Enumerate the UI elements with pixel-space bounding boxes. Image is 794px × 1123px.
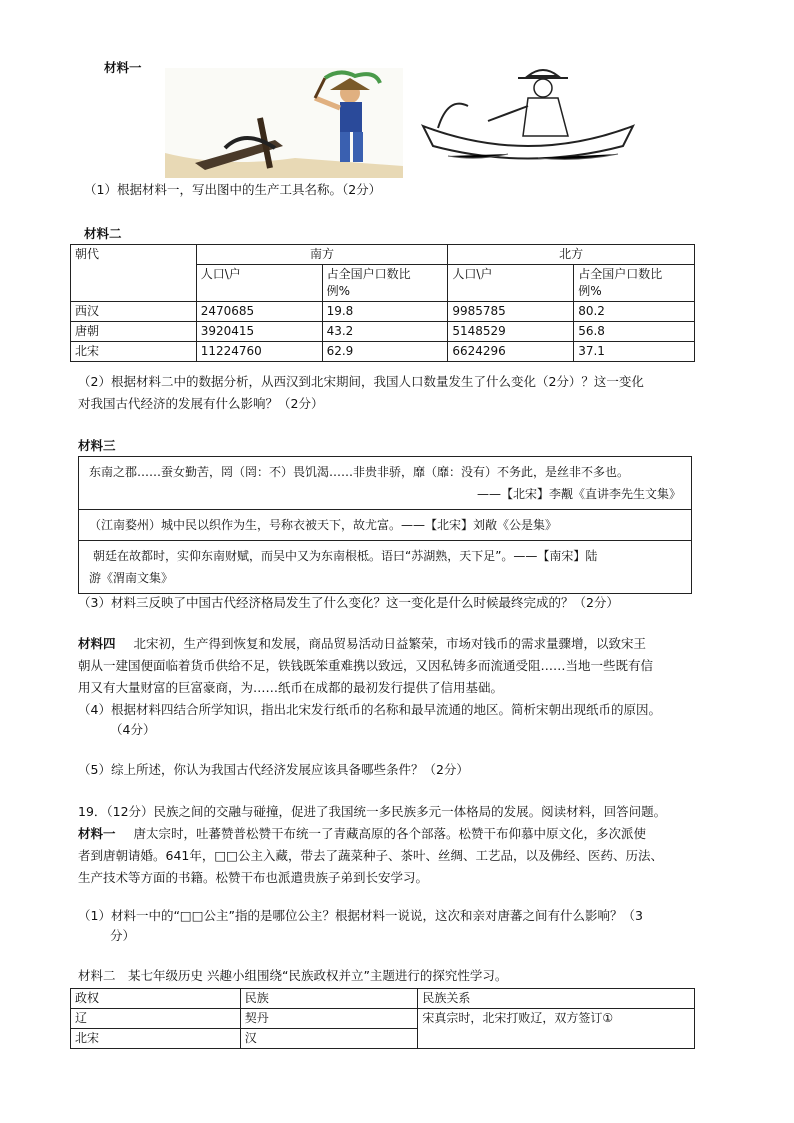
quote-3-line1: 朝廷在故都时，实仰东南财赋，而吴中又为东南根柢。语曰“苏湖熟，天下足”。——【南宋】陆 [93, 549, 598, 563]
material4-text1: 北宋初，生产得到恢复和发展，商品贸易活动日益繁荣，市场对钱币的需求量骤增，以致宋王 [133, 636, 647, 651]
header-dynasty: 朝代 [71, 245, 197, 302]
row-north-pop: 5148529 [448, 322, 574, 342]
row-regime: 北宋 [71, 1029, 241, 1049]
quote-3 [79, 541, 691, 593]
row-ethnic: 契丹 [240, 1009, 418, 1029]
row-north-ratio: 80.2 [574, 302, 695, 322]
header-north-ratio: 占全国户口数比 例% [574, 265, 695, 302]
material2-label: 材料二 [84, 226, 122, 241]
row-dynasty: 唐朝 [71, 322, 197, 342]
row-dynasty: 北宋 [71, 342, 197, 362]
material4-line1 [78, 634, 646, 654]
header-north: 北方 [448, 245, 695, 265]
row-north-pop: 9985785 [448, 302, 574, 322]
working-man-illustration [418, 66, 640, 166]
row-regime: 辽 [71, 1009, 241, 1029]
q19-question1-line2: 分） [110, 928, 136, 943]
material4-question-line2: （4分） [110, 722, 156, 737]
q19-material1-label: 材料一 [78, 826, 116, 841]
q19-question1-line1: （1）材料一中的“□□公主”指的是哪位公主？根据材料一说说，这次和亲对唐蕃之间有什么影响？（3 [78, 908, 643, 923]
row-north-pop: 6624296 [448, 342, 574, 362]
material1-question: （1）根据材料一，写出图中的生产工具名称。（2分） [84, 182, 382, 197]
header-ethnic: 民族 [240, 989, 418, 1009]
quote-2: （江南婺州）城中民以织作为生，号称衣被天下，故尤富。——【北宋】刘敞《公是集》 [79, 510, 691, 541]
material1-label: 材料一 [104, 60, 142, 75]
row-ethnic: 汉 [240, 1029, 418, 1049]
material4-label: 材料四 [78, 636, 116, 651]
header-relation: 民族关系 [418, 989, 695, 1009]
table-row [71, 342, 695, 362]
regime-table [70, 988, 695, 1049]
row-south-pop: 2470685 [196, 302, 322, 322]
row-south-pop: 11224760 [196, 342, 322, 362]
header-south-pop: 人口\户 [196, 265, 322, 302]
q19-material1-line1 [78, 824, 646, 844]
material3-quotes-box [78, 456, 692, 594]
quote-1-source: ——【北宋】李觏《直讲李先生文集》 [476, 487, 681, 501]
table-row [71, 302, 695, 322]
q19-material1-line3: 生产技术等方面的书籍。松赞干布也派遣贵族子弟到长安学习。 [78, 870, 429, 885]
material4-line3: 用又有大量财富的巨富豪商，为……纸币在成都的最初发行提供了信用基础。 [78, 680, 504, 695]
table-row [71, 322, 695, 342]
q19-intro: 19．（12分）民族之间的交融与碰撞，促进了我国统一多民族多元一体格局的发展。阅读材料，回答问题。 [78, 804, 667, 819]
header-south-ratio: 占全国户口数比 例% [322, 265, 448, 302]
quote-1-text: 东南之郡……蚕女勤苦，罔（罔：不）畏饥渴……非贵非骄，靡（靡：没有）不务此，是丝非不多也。 [89, 465, 630, 479]
material4-question-line1: （4）根据材料四结合所学知识，指出北宋发行纸币的名称和最早流通的地区。简析宋朝出现纸币的原因。 [78, 702, 661, 717]
row-south-ratio: 43.2 [322, 322, 448, 342]
row-north-ratio: 37.1 [574, 342, 695, 362]
population-table [70, 244, 695, 362]
row-south-ratio: 19.8 [322, 302, 448, 322]
header-regime: 政权 [71, 989, 241, 1009]
q19-material2-line: 材料二 某七年级历史 兴趣小组围绕“民族政权并立”主题进行的探究性学习。 [78, 968, 508, 983]
quote-1 [79, 457, 691, 510]
table-row [71, 1009, 695, 1029]
material2-question-line1: （2）根据材料二中的数据分析，从西汉到北宋期间，我国人口数量发生了什么变化（2分）？这一变化 [78, 374, 644, 389]
row-south-pop: 3920415 [196, 322, 322, 342]
row-south-ratio: 62.9 [322, 342, 448, 362]
quote-3-line2: 游《渭南文集》 [89, 571, 174, 585]
question-5: （5）综上所述，你认为我国古代经济发展应该具备哪些条件？（2分） [78, 762, 469, 777]
material3-label: 材料三 [78, 438, 116, 453]
header-south: 南方 [196, 245, 448, 265]
row-dynasty: 西汉 [71, 302, 197, 322]
material4-line2: 朝从一建国便面临着货币供给不足，铁钱既笨重难携以致远，又因私铸多而流通受阻……当地一些既有信 [78, 658, 654, 673]
q19-material1-line2: 者到唐朝请婚。641年，□□公主入藏，带去了蔬菜种子、茶叶、丝绸、工艺品，以及佛经、医药、历法、 [78, 848, 663, 863]
row-north-ratio: 56.8 [574, 322, 695, 342]
header-north-pop: 人口\户 [448, 265, 574, 302]
q19-material1-text1: 唐太宗时，吐蕃赞普松赞干布统一了青藏高原的各个部落。松赞干布仰慕中原文化，多次派使 [133, 826, 647, 841]
row-relation: 宋真宗时，北宋打败辽，双方签订① [418, 1009, 695, 1049]
material3-question: （3）材料三反映了中国古代经济格局发生了什么变化？这一变化是什么时候最终完成的？（2分） [78, 595, 619, 610]
material2-question-line2: 对我国古代经济的发展有什么影响？（2分） [78, 396, 324, 411]
plowing-farmer-illustration [165, 68, 403, 178]
